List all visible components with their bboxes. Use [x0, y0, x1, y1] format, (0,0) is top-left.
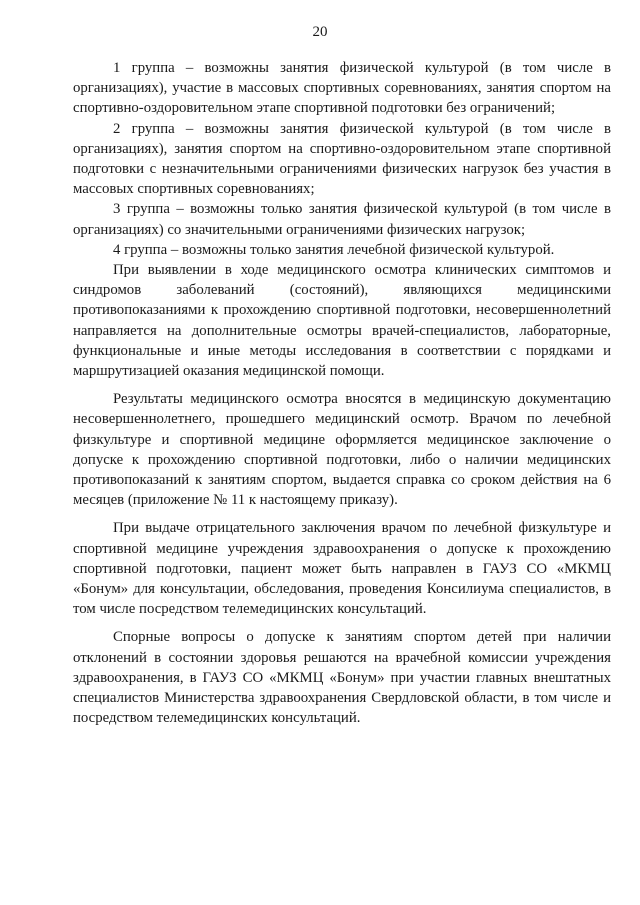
paragraph-clinical-symptoms: При выявлении в ходе медицинского осмотра клинических симптомов и синдромов заболеваний (состояний), являющихся медицинскими противопоказаниями к прохождению спортивной подготовки, несовершеннолетний направляется на дополнительные осмотры врачей-специалистов, лабораторные, функциональные и иные методы исследования в соответствии с порядками и маршрутизацией оказания медицинской помощи. — [73, 262, 611, 380]
paragraph-group-2: 2 группа – возможны занятия физической культурой (в том числе в организациях), занятия спортом на спортивно-оздоровительном этапе спортивной подготовки с незначительными ограничениями физических нагрузок без участия в массовых спортивных соревнованиях; — [73, 120, 611, 198]
document-body — [73, 58, 611, 729]
paragraph-exam-results: Результаты медицинского осмотра вносятся в медицинскую документацию несовершеннолетнего, прошедшего медицинский осмотр. Врачом по лечебной физкультуре и спортивной медицине оформляется медицинское заключение о допуске к прохождению спортивной подготовки, либо о наличии медицинских противопоказаний к занятиям спортом, выдается справка со сроком действия на 6 месяцев (приложение № 11 к настоящему приказу). — [73, 391, 611, 509]
paragraph-group-3: 3 группа – возможны только занятия физической культурой (в том числе в организациях) со значительными ограничениями физических нагрузок; — [73, 201, 611, 238]
paragraph-disputed-issues: Спорные вопросы о допуске к занятиям спортом детей при наличии отклонений в состоянии здоровья решаются на врачебной комиссии учреждения здравоохранения, в ГАУЗ СО «МКМЦ «Бонум» при участии главных внештатных специалистов Министерства здравоохранения Свердловской области, в том числе и посредством телемедицинских консультаций. — [73, 629, 611, 727]
paragraph-group-4: 4 группа – возможны только занятия лечебной физической культурой. — [113, 241, 555, 258]
page-number: 20 — [312, 24, 328, 40]
paragraph-group-1: 1 группа – возможны занятия физической культурой (в том числе в организациях), участие в массовых спортивных соревнованиях, занятия спортом на спортивно-оздоровительном этапе спортивной подготовки без ограничений; — [73, 60, 611, 117]
paragraph-negative-conclusion: При выдаче отрицательного заключения врачом по лечебной физкультуре и спортивной медицине учреждения здравоохранения о допуске к прохождению спортивной подготовки, пациент может быть направлен в ГАУЗ СО «МКМЦ «Бонум» для консультации, обследования, проведения Консилиума специалистов, в том числе посредством телемедицинских консультаций. — [73, 520, 611, 618]
